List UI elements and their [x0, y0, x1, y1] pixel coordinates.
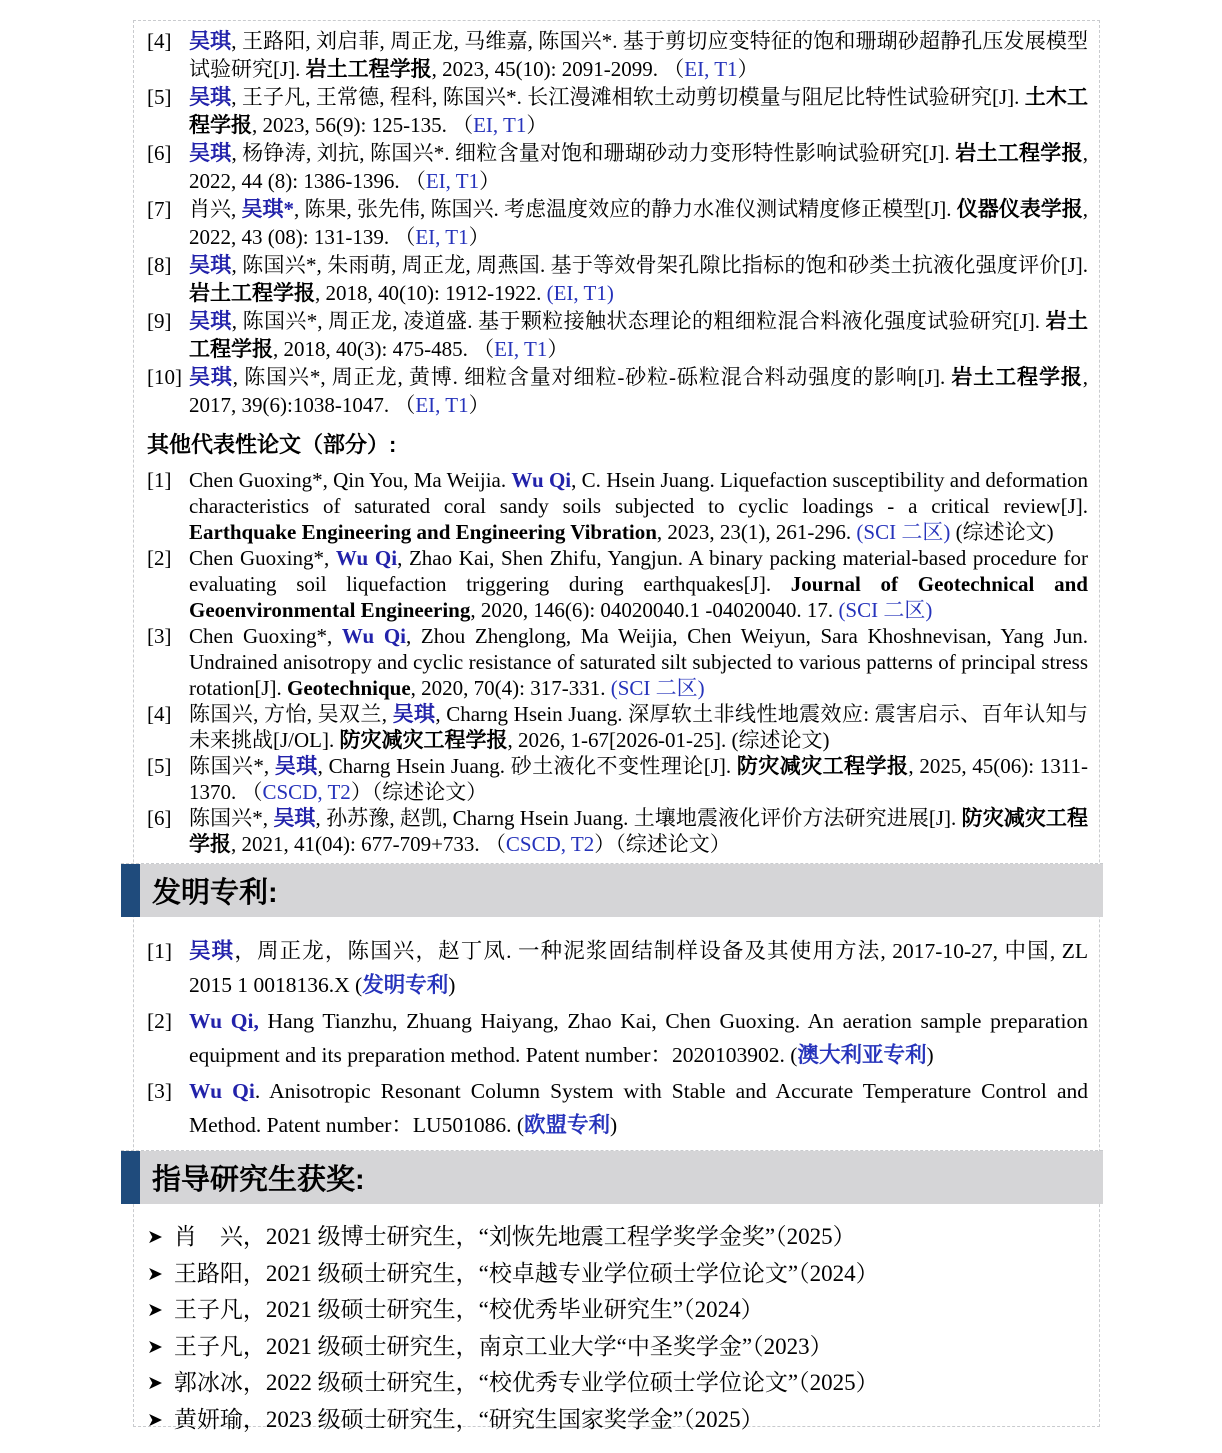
publication-item: [147, 307, 1088, 363]
award-text: 黄妍瑜，2023 级硕士研究生，“研究生国家奖学金”（2025）: [173, 1406, 764, 1432]
text-run: , 陈国兴*, 周正龙, 黄博. 细粒含量对细粒-砂粒-砾粒混合料动强度的影响[J].: [232, 365, 952, 389]
text-run: , Zhao Kai, Shen Zhifu, Yangjun. A binary packing material-based procedure for evaluating soil liquefaction triggering during earthquakes[J].: [189, 546, 1089, 596]
item-text: [189, 467, 1088, 545]
item-number: [6]: [147, 806, 172, 830]
item-number: [3]: [147, 624, 172, 648]
item-text: [189, 83, 1088, 139]
author-highlight: 吴琪: [274, 754, 318, 778]
arrow-bullet-icon: ➤: [147, 1299, 163, 1321]
publication-item: [147, 701, 1088, 753]
item-number: [3]: [147, 1079, 173, 1103]
patent-item: [147, 1004, 1088, 1072]
award-text: 王路阳，2021 级硕士研究生，“校卓越专业学位硕士学位论文”（2024）: [173, 1260, 879, 1286]
item-number: [4]: [147, 29, 172, 53]
item-text: [189, 1074, 1088, 1142]
index-link[interactable]: EI, T1: [473, 113, 527, 137]
item-number: [8]: [147, 253, 172, 277]
author-highlight: 吴琪: [189, 253, 232, 277]
item-text: [189, 934, 1088, 1002]
text-run: Chen Guoxing*,: [189, 546, 336, 570]
other-publications-heading: 其他代表性论文（部分）:: [147, 432, 397, 457]
awards-section-header: [121, 1150, 1103, 1204]
text-run: Chen Guoxing*, Qin You, Ma Weijia.: [189, 468, 512, 492]
text-run: ，周正龙，陈国兴，赵丁凤. 一种泥浆固结制样设备及其使用方法, 2017-10-27, 中国, ZL 2015 1 0018136.X (: [189, 939, 1088, 997]
index-link[interactable]: (SCI 二区): [610, 676, 705, 700]
text-run: 陈国兴, 方怡, 吴双兰,: [189, 702, 393, 726]
item-text: [189, 195, 1088, 251]
item-text: [189, 1004, 1088, 1072]
patent-type-link[interactable]: 发明专利: [362, 973, 449, 997]
text-run: , 王子凡, 王常德, 程科, 陈国兴*. 长江漫滩相软土动剪切模量与阻尼比特性试验研究[J].: [231, 85, 1025, 109]
text-run: , Charng Hsein Juang. 深厚软土非线性地震效应: 震害启示、百年认知与未来挑战[J/OL].: [189, 702, 1089, 752]
index-link[interactable]: EI, T1: [684, 57, 738, 81]
awards-header-title: 指导研究生获奖:: [152, 1164, 365, 1196]
arrow-bullet-icon: ➤: [147, 1372, 163, 1394]
award-text: 郭冰冰，2022 级硕士研究生，“校优秀专业学位硕士学位论文”（2025）: [173, 1370, 879, 1395]
item-text: [189, 307, 1088, 363]
text-run: 肖兴,: [189, 197, 242, 221]
item-number: [9]: [147, 309, 172, 333]
award-item: [147, 1328, 1088, 1365]
author-highlight: 吴琪: [273, 806, 316, 830]
text-run: ）: [526, 113, 548, 137]
item-number: [5]: [147, 85, 172, 109]
author-highlight: Wu Qi: [189, 1079, 255, 1103]
publication-item: [147, 27, 1088, 83]
item-number: [5]: [147, 754, 172, 778]
index-link[interactable]: EI, T1: [415, 393, 469, 417]
text-run: . Anisotropic Resonant Column System with Stable and Accurate Temperature Control and Method. Patent number：LU501086. (: [189, 1079, 1088, 1137]
item-number: [4]: [147, 702, 172, 726]
item-number: [6]: [147, 141, 172, 165]
patent-type-link[interactable]: 澳大利亚专利: [797, 1043, 927, 1067]
publication-item: [147, 545, 1088, 623]
text-run: ): [926, 1043, 934, 1067]
award-text: 王子凡，2021 级硕士研究生，南京工业大学“中圣奖学金”（2023）: [173, 1333, 833, 1359]
patent-item: [147, 934, 1088, 1002]
author-highlight: 吴琪: [392, 702, 436, 726]
journal-name: 防灾减灾工程学报: [339, 728, 508, 752]
arrow-bullet-icon: ➤: [147, 1408, 163, 1431]
text-run: ）: [737, 57, 759, 81]
text-run: , 2026, 1-67[2026-01-25]. (综述论文): [507, 728, 830, 752]
patents-section-header: [121, 863, 1103, 917]
awards-list: [147, 1218, 1088, 1437]
text-run: , 2023, 56(9): 125-135. （: [252, 113, 474, 137]
text-run: , 2021, 41(04): 677-709+733. （: [231, 832, 506, 856]
text-run: ）（综述论文）: [350, 780, 488, 804]
publication-item: [147, 195, 1088, 251]
text-run: , Charng Hsein Juang. 砂土液化不变性理论[J].: [317, 754, 737, 778]
journal-name: Geotechnique: [286, 676, 411, 700]
text-run: , 2020, 70(4): 317-331.: [410, 676, 611, 700]
item-text: [189, 805, 1088, 857]
representative-publications-list: [147, 27, 1088, 419]
journal-name: 防灾减灾工程学报: [736, 754, 909, 778]
publication-item: [147, 805, 1088, 857]
text-run: ): [448, 973, 456, 997]
journal-name: Journal of Geotechnical and Geoenvironmental Engineering: [189, 572, 1088, 622]
award-item: [147, 1364, 1088, 1401]
award-item: [147, 1255, 1088, 1292]
publication-item: [147, 467, 1088, 545]
author-highlight: 吴琪: [189, 85, 232, 109]
item-text: [189, 251, 1088, 307]
journal-name: Earthquake Engineering and Engineering Vibration: [189, 520, 657, 544]
author-highlight: Wu Qi: [341, 624, 406, 648]
award-text: 肖 兴，2021 级博士研究生，“刘恢先地震工程学奖学金奖”（2025）: [173, 1224, 856, 1249]
award-item: [147, 1218, 1088, 1255]
arrow-bullet-icon: ➤: [147, 1226, 163, 1248]
text-run: ）: [547, 337, 569, 361]
text-run: , 2022, 43 (08): 131-139. （: [189, 197, 1089, 249]
item-text: [189, 701, 1088, 753]
patents-header-title: 发明专利:: [152, 877, 278, 909]
journal-name: 岩土工程学报: [189, 309, 1089, 361]
journal-name: 土木工程学报: [189, 85, 1089, 137]
journal-name: 仪器仪表学报: [956, 197, 1083, 221]
publication-item: [147, 139, 1088, 195]
index-link[interactable]: EI, T1: [494, 337, 548, 361]
item-number: [10]: [147, 365, 182, 389]
publication-item: [147, 83, 1088, 139]
text-run: ）: [479, 169, 501, 193]
arrow-bullet-icon: ➤: [147, 1335, 163, 1358]
text-run: , 2025, 45(06): 1311-1370. （: [189, 754, 1089, 804]
author-highlight: Wu Qi: [511, 468, 572, 492]
author-highlight: 吴琪: [189, 141, 232, 165]
publication-item: [147, 251, 1088, 307]
item-text: [189, 363, 1088, 419]
item-number: [1]: [147, 468, 172, 492]
award-item: [147, 1291, 1088, 1328]
publication-item: [147, 753, 1088, 805]
index-link[interactable]: (SCI 二区): [856, 520, 951, 544]
text-run: , 2018, 40(10): 1912-1922.: [315, 281, 547, 305]
journal-name: 岩土工程学报: [951, 365, 1083, 389]
author-highlight: Wu Qi,: [189, 1009, 259, 1033]
text-run: 陈国兴*,: [189, 754, 275, 778]
text-run: , 陈果, 张先伟, 陈国兴. 考虑温度效应的静力水准仪测试精度修正模型[J].: [294, 197, 957, 221]
item-number: [2]: [147, 1009, 173, 1033]
text-run: ): [610, 1113, 618, 1137]
author-highlight: 吴琪: [189, 29, 232, 53]
text-run: , 陈国兴*, 朱雨萌, 周正龙, 周燕国. 基于等效骨架孔隙比指标的饱和砂类土抗液化强度评价[J].: [231, 253, 1089, 277]
index-link[interactable]: CSCD, T2: [262, 780, 351, 804]
award-item: [147, 1401, 1088, 1438]
text-run: , 2023, 45(10): 2091-2099. （: [431, 57, 685, 81]
item-number: [2]: [147, 546, 172, 570]
text-run: , 杨铮涛, 刘抗, 陈国兴*. 细粒含量对饱和珊瑚砂动力变形特性影响试验研究[J].: [231, 141, 956, 165]
patent-item: [147, 1074, 1088, 1142]
text-run: , 2017, 39(6):1038-1047. （: [189, 365, 1088, 417]
index-link[interactable]: EI, T1: [415, 225, 469, 249]
patents-list: [147, 934, 1088, 1142]
text-run: , 王路阳, 刘启菲, 周正龙, 马维嘉, 陈国兴*. 基于剪切应变特征的饱和珊瑚砂超静孔压发展模型试验研究[J].: [189, 29, 1088, 81]
index-link[interactable]: CSCD, T2: [505, 832, 595, 856]
header-accent-bar: [121, 1151, 140, 1204]
journal-name: 岩土工程学报: [955, 141, 1083, 165]
item-text: [189, 545, 1088, 623]
text-run: 陈国兴*,: [189, 806, 274, 830]
item-text: [189, 753, 1088, 805]
patent-type-link[interactable]: 欧盟专利: [524, 1113, 611, 1137]
cv-content-panel: [133, 20, 1100, 1432]
text-run: , 陈国兴*, 周正龙, 凌道盛. 基于颗粒接触状态理论的粗细粒混合料液化强度试验研究[J].: [231, 309, 1046, 333]
index-link[interactable]: (SCI 二区): [838, 598, 933, 622]
journal-name: 防灾减灾工程学报: [189, 806, 1089, 856]
author-highlight: 吴琪: [189, 365, 233, 389]
text-run: Chen Guoxing*,: [189, 624, 342, 648]
item-text: [189, 139, 1088, 195]
text-run: ）: [468, 393, 490, 417]
item-number: [7]: [147, 197, 172, 221]
text-run: ）: [468, 225, 490, 249]
author-highlight: 吴琪: [189, 939, 235, 963]
text-run: , Zhou Zhenglong, Ma Weijia, Chen Weiyun, Sara Khoshnevisan, Yang Jun. Undrained anisotropy and cyclic resistance of saturated silt subjected to various patterns of principal stress rotation[J].: [189, 624, 1089, 700]
other-publications-list: [147, 467, 1088, 857]
text-run: (综述论文): [950, 520, 1054, 544]
item-number: [1]: [147, 939, 173, 963]
text-run: , 2018, 40(3): 475-485. （: [273, 337, 495, 361]
text-run: , 2023, 23(1), 261-296.: [656, 520, 857, 544]
author-highlight: 吴琪*: [241, 197, 295, 221]
text-run: , 孙苏豫, 赵凯, Charng Hsein Juang. 土壤地震液化评价方法研究进展[J].: [315, 806, 962, 830]
text-run: , C. Hsein Juang. Liquefaction susceptibility and deformation characteristics of saturated coral sandy soils subjected to cyclic loadings - a critical review[J].: [189, 468, 1089, 518]
item-text: [189, 623, 1088, 701]
author-highlight: 吴琪: [189, 309, 232, 333]
journal-name: 岩土工程学报: [305, 57, 432, 81]
arrow-bullet-icon: ➤: [147, 1262, 163, 1285]
text-run: ）（综述论文）: [594, 832, 731, 856]
text-run: , 2020, 146(6): 04020040.1 -04020040. 17.: [470, 598, 839, 622]
journal-name: 岩土工程学报: [189, 281, 315, 305]
author-highlight: Wu Qi: [335, 546, 398, 570]
text-run: Hang Tianzhu, Zhuang Haiyang, Zhao Kai, Chen Guoxing. An aeration sample preparation equipment and its preparation method. Patent number：2020103902. (: [189, 1009, 1088, 1067]
index-link[interactable]: EI, T1: [425, 169, 480, 193]
header-accent-bar: [121, 864, 140, 917]
publication-item: [147, 363, 1088, 419]
text-run: , 2022, 44 (8): 1386-1396. （: [189, 141, 1089, 193]
award-text: 王子凡，2021 级硕士研究生，“校优秀毕业研究生”（2024）: [173, 1297, 764, 1322]
publication-item: [147, 623, 1088, 701]
index-link[interactable]: (EI, T1): [546, 281, 614, 305]
item-text: [189, 27, 1088, 83]
